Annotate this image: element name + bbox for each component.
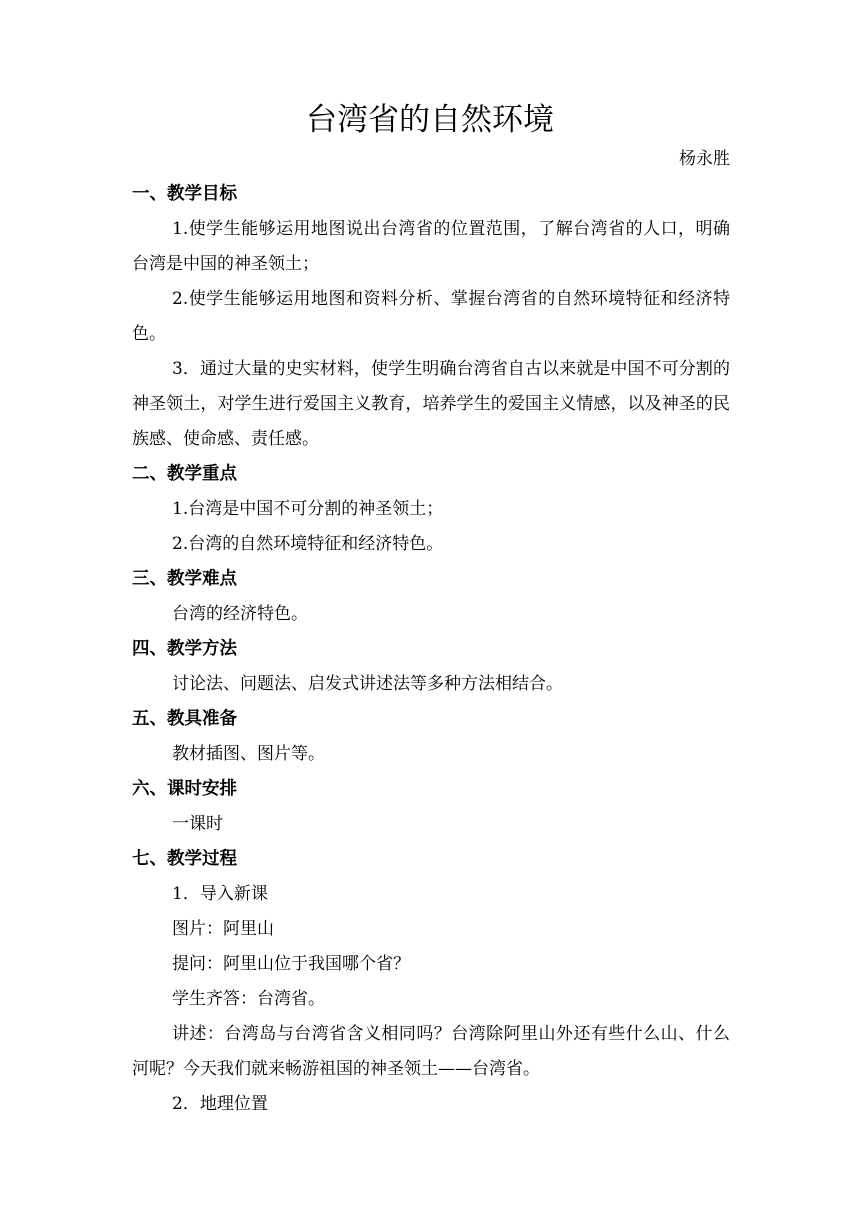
paragraph: 1.台湾是中国不可分割的神圣领土； <box>172 499 444 519</box>
section-heading: 四、教学方法 <box>132 639 237 659</box>
section-heading: 七、教学过程 <box>132 849 237 869</box>
section-heading: 一、教学目标 <box>132 184 237 204</box>
paragraph: 2．地理位置 <box>172 1094 268 1114</box>
paragraph: 教材插图、图片等。 <box>172 744 325 764</box>
paragraph: 图片：阿里山 <box>172 919 274 939</box>
paragraph: 讨论法、问题法、启发式讲述法等多种方法相结合。 <box>172 674 563 694</box>
paragraph: 一课时 <box>172 814 223 834</box>
paragraph: 3．通过大量的史实材料，使学生明确台湾省自古以来就是中国不可分割的神圣领土，对学生进行爱国主义教育，培养学生的爱国主义情感，以及神圣的民族感、使命感、责任感。 <box>132 359 730 449</box>
section-heading: 三、教学难点 <box>132 569 237 589</box>
paragraph: 1．导入新课 <box>172 884 268 904</box>
paragraph: 提问：阿里山位于我国哪个省？ <box>172 954 410 974</box>
section-heading: 六、课时安排 <box>132 779 237 799</box>
section-heading: 二、教学重点 <box>132 464 237 484</box>
document-body <box>132 177 730 1122</box>
paragraph: 2.台湾的自然环境特征和经济特色。 <box>172 534 444 554</box>
paragraph: 学生齐答：台湾省。 <box>172 989 325 1009</box>
document-title: 台湾省的自然环境 <box>306 102 554 138</box>
paragraph: 1.使学生能够运用地图说出台湾省的位置范围，了解台湾省的人口，明确台湾是中国的神圣领土； <box>132 219 730 274</box>
paragraph: 讲述：台湾岛与台湾省含义相同吗？台湾除阿里山外还有些什么山、什么河呢？今天我们就来畅游祖国的神圣领土——台湾省。 <box>132 1024 730 1079</box>
author-name: 杨永胜 <box>679 149 730 169</box>
paragraph: 2.使学生能够运用地图和资料分析、掌握台湾省的自然环境特征和经济特色。 <box>132 289 730 344</box>
paragraph: 台湾的经济特色。 <box>172 604 308 624</box>
section-heading: 五、教具准备 <box>132 709 237 729</box>
